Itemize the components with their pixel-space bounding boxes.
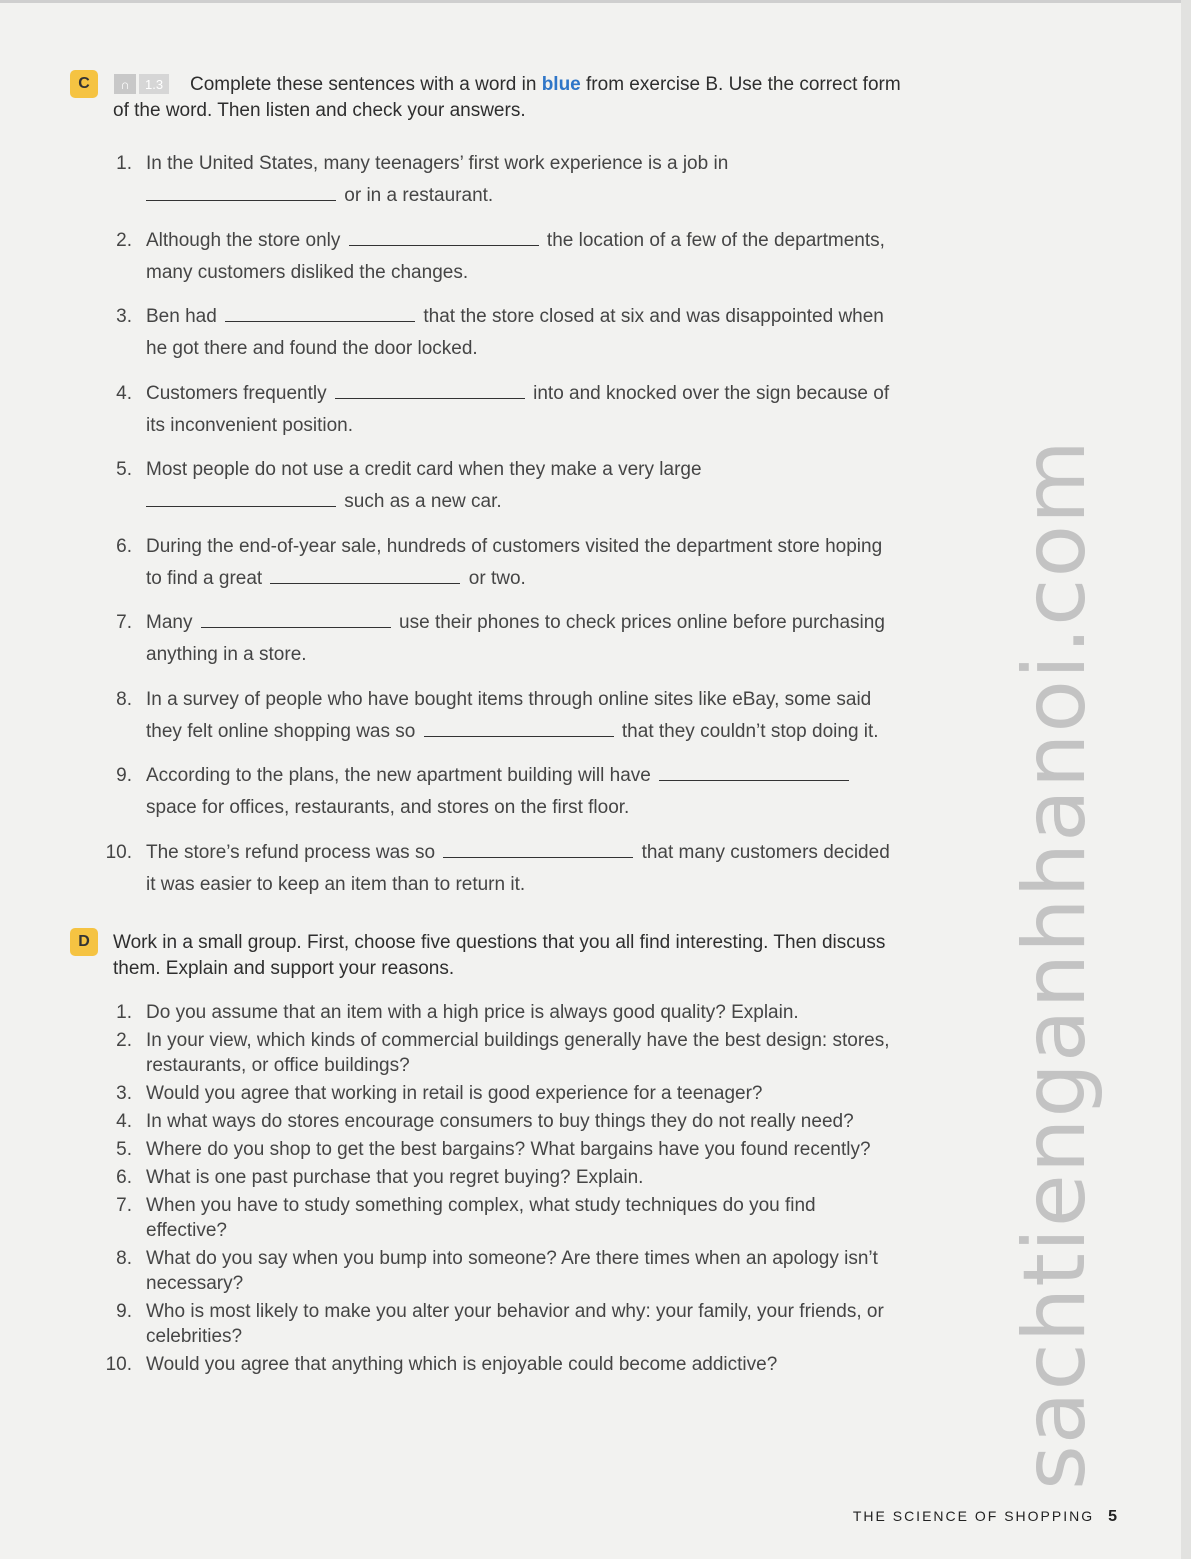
question-item bbox=[100, 1352, 900, 1377]
item-number: 5. bbox=[116, 1139, 132, 1160]
instruction-text: from exercise B. Use the correct form of the word. Then listen and check your answers. bbox=[113, 74, 901, 121]
question-text: Would you agree that working in retail is good experience for a teenager? bbox=[146, 1083, 763, 1104]
sentence-text: The store’s refund process was so bbox=[146, 841, 436, 863]
question-item bbox=[100, 1137, 900, 1162]
answer-blank[interactable] bbox=[270, 582, 460, 584]
answer-blank[interactable] bbox=[146, 199, 336, 201]
question-text: Would you agree that anything which is enjoyable could become addictive? bbox=[146, 1354, 778, 1375]
footer-title: THE SCIENCE OF SHOPPING bbox=[852, 1508, 1095, 1524]
question-item bbox=[100, 1193, 900, 1243]
sentence-text: According to the plans, the new apartment building will have bbox=[146, 765, 651, 786]
sentence-item bbox=[100, 378, 900, 442]
question-item bbox=[100, 1028, 900, 1078]
sentence-item bbox=[100, 225, 900, 289]
instruction-blue-word: blue bbox=[541, 74, 581, 95]
item-number: 4. bbox=[116, 382, 132, 404]
instruction-text: Complete these sentences with a word in bbox=[190, 74, 542, 95]
sentence-item bbox=[100, 684, 900, 748]
answer-blank[interactable] bbox=[146, 505, 336, 507]
sentence-item bbox=[100, 148, 900, 212]
answer-blank[interactable] bbox=[349, 244, 539, 246]
question-item bbox=[100, 1000, 900, 1025]
exercise-d-instruction: Work in a small group. First, choose five questions that you all find interesting. Then discuss them. Explain and support your reasons. bbox=[113, 932, 886, 979]
sentence-text: into and knocked over the sign because of its inconvenient position. bbox=[146, 382, 890, 436]
page-footer bbox=[853, 1508, 1117, 1526]
exercise-d-questions bbox=[100, 1000, 900, 1380]
question-text: In what ways do stores encourage consumers to buy things they do not really need? bbox=[146, 1111, 854, 1132]
answer-blank[interactable] bbox=[659, 779, 849, 781]
question-text: In your view, which kinds of commercial buildings generally have the best design: stores, restaurants, or office buildings? bbox=[146, 1030, 890, 1076]
exercise-d-badge: D bbox=[70, 928, 98, 956]
sentence-text: Customers frequently bbox=[146, 382, 327, 404]
question-text: What do you say when you bump into someone? Are there times when an apology isn’t necessary? bbox=[146, 1248, 878, 1294]
sentence-text: During the end-of-year sale, hundreds of customers visited the department store hoping to find a great bbox=[146, 535, 883, 589]
sentence-text: or in a restaurant. bbox=[344, 185, 494, 206]
page-number: 5 bbox=[1108, 1508, 1117, 1525]
sentence-item bbox=[100, 837, 900, 901]
item-number: 6. bbox=[116, 1167, 132, 1188]
question-item bbox=[100, 1246, 900, 1296]
item-number: 2. bbox=[116, 229, 132, 251]
question-text: When you have to study something complex, what study techniques do you find effective? bbox=[146, 1195, 816, 1241]
sentence-item bbox=[100, 607, 900, 671]
item-number: 3. bbox=[116, 306, 132, 327]
sentence-text: use their phones to check prices online before purchasing anything in a store. bbox=[146, 612, 885, 665]
page-edge bbox=[1181, 0, 1191, 1559]
audio-track-number: 1.3 bbox=[139, 74, 169, 94]
item-number: 9. bbox=[116, 765, 132, 786]
exercise-c-instruction bbox=[113, 72, 913, 124]
sentence-item bbox=[100, 531, 900, 595]
watermark: sachtienganhhanoi.com bbox=[1005, 439, 1105, 1490]
sentence-text: In the United States, many teenagers’ first work experience is a job in bbox=[146, 153, 729, 174]
sentence-item bbox=[100, 301, 900, 365]
sentence-text: Many bbox=[146, 612, 193, 633]
sentence-text: the location of a few of the departments, many customers disliked the changes. bbox=[146, 229, 885, 283]
headphones-icon: ∩ bbox=[114, 74, 136, 94]
question-text: Who is most likely to make you alter your behavior and why: your family, your friends, or celebrities? bbox=[146, 1301, 884, 1347]
sentence-item bbox=[100, 454, 900, 518]
sentence-text: that many customers decided it was easier to keep an item than to return it. bbox=[146, 841, 890, 895]
item-number: 1. bbox=[116, 153, 132, 174]
question-text: What is one past purchase that you regret buying? Explain. bbox=[146, 1167, 644, 1188]
sentence-text: Ben had bbox=[146, 306, 217, 327]
sentence-text: that the store closed at six and was disappointed when he got there and found the door locked. bbox=[146, 306, 884, 359]
item-number: 8. bbox=[116, 1248, 132, 1269]
sentence-text: Most people do not use a credit card when they make a very large bbox=[146, 459, 702, 480]
question-item bbox=[100, 1165, 900, 1190]
sentence-item bbox=[100, 760, 900, 824]
item-number: 6. bbox=[116, 535, 132, 557]
item-number: 8. bbox=[116, 688, 132, 710]
sentence-text: that they couldn’t stop doing it. bbox=[621, 720, 879, 742]
question-text: Do you assume that an item with a high price is always good quality? Explain. bbox=[146, 1002, 799, 1023]
sentence-text: In a survey of people who have bought items through online sites like eBay, some said they felt online shopping was so bbox=[146, 688, 872, 742]
answer-blank[interactable] bbox=[335, 397, 525, 399]
item-number: 5. bbox=[116, 459, 132, 480]
sentence-text: or two. bbox=[468, 567, 526, 589]
top-rule bbox=[0, 0, 1191, 3]
answer-blank[interactable] bbox=[424, 735, 614, 737]
question-item bbox=[100, 1109, 900, 1134]
item-number: 3. bbox=[116, 1083, 132, 1104]
item-number: 10. bbox=[105, 841, 132, 863]
exercise-c-badge: C bbox=[70, 70, 98, 98]
item-number: 2. bbox=[116, 1030, 132, 1051]
question-item bbox=[100, 1299, 900, 1349]
item-number: 7. bbox=[116, 612, 132, 633]
item-number: 4. bbox=[116, 1111, 132, 1132]
answer-blank[interactable] bbox=[443, 856, 633, 858]
sentence-text: space for offices, restaurants, and stores on the first floor. bbox=[146, 797, 630, 818]
sentence-text: Although the store only bbox=[146, 229, 341, 251]
item-number: 7. bbox=[116, 1195, 132, 1216]
exercise-c-sentences bbox=[100, 148, 900, 913]
question-item bbox=[100, 1081, 900, 1106]
sentence-text: such as a new car. bbox=[344, 491, 502, 512]
answer-blank[interactable] bbox=[201, 626, 391, 628]
item-number: 1. bbox=[116, 1002, 132, 1023]
question-text: Where do you shop to get the best bargains? What bargains have you found recently? bbox=[146, 1139, 871, 1160]
answer-blank[interactable] bbox=[225, 320, 415, 322]
item-number: 10. bbox=[105, 1354, 132, 1375]
item-number: 9. bbox=[116, 1301, 132, 1322]
